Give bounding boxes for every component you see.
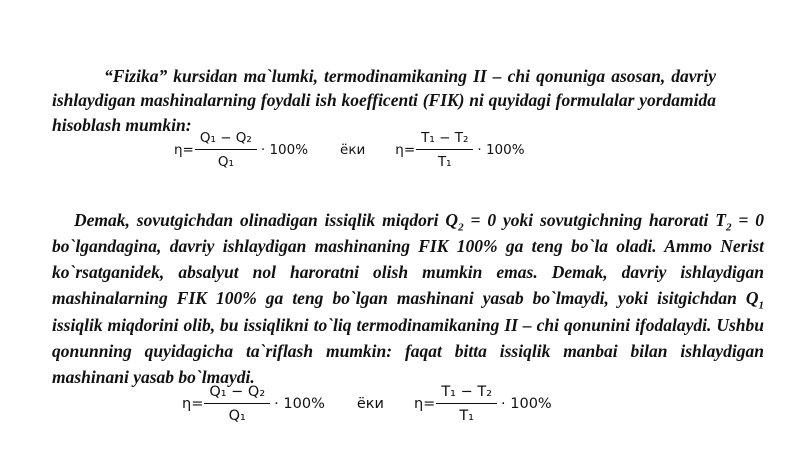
efficiency-formula-heat bbox=[182, 384, 325, 424]
fraction-numerator: Q₁ − Q₂ bbox=[195, 130, 257, 150]
intro-paragraph: “Fizika” kursidan ma`lumki, termodinamikaning II – chi qonuniga asosan, davriy ishlaydigan mashinalarning foydali ish koefficenti (FIK) ni quyidagi formulalar yordamida hisoblash mumkin: bbox=[52, 65, 716, 135]
paragraph-text: issiqlik miqdorini olib, bu issiqlikni to`liq termodinamikaning II – chi qonunini ifodalaydi. Ushbu qonunning quyidagicha ta`riflash mumkin: faqat bitta issiqlik manbai bilan ishlaydigan mashinani yasab bo`lmaydi. bbox=[52, 314, 764, 388]
fraction-denominator: T₁ bbox=[437, 154, 452, 170]
efficiency-formula-temperature bbox=[414, 384, 552, 424]
subscript: 1 bbox=[758, 299, 764, 312]
fraction-denominator: T₁ bbox=[459, 408, 474, 424]
eta-symbol: η= bbox=[395, 142, 416, 158]
eta-symbol: η= bbox=[174, 142, 194, 158]
fraction-numerator: T₁ − T₂ bbox=[436, 384, 497, 404]
formula-separator: ёки bbox=[356, 396, 384, 412]
paragraph-text: = 0 bo`lgandagina, davriy ishlaydigan mashinaning FIK 100% ga teng bo`la oladi. Ammo Nerist ko`rsatganidek, absalyut nol haroratni olish mumkin emas. Demak, davriy ishlaydigan mashinalarning FIK 100% ga teng bo`lgan mashinani yasab bo`lmaydi, yoki isitgichdan Q bbox=[52, 209, 764, 309]
fraction-numerator: Q₁ − Q₂ bbox=[204, 384, 270, 404]
temperature-fraction bbox=[416, 130, 473, 170]
paragraph-text: Demak, sovutgichdan olinadigan issiqlik miqdori Q bbox=[74, 209, 459, 230]
percent-multiplier: · 100% bbox=[501, 396, 552, 412]
eta-symbol: η= bbox=[182, 396, 204, 412]
percent-multiplier: · 100% bbox=[260, 142, 309, 158]
efficiency-formula-temperature bbox=[395, 130, 524, 170]
formula-separator: ёки bbox=[340, 142, 366, 158]
subscript: 2 bbox=[458, 221, 464, 233]
percent-multiplier: · 100% bbox=[274, 396, 325, 412]
heat-fraction bbox=[204, 384, 270, 424]
fraction-denominator: Q₁ bbox=[228, 408, 246, 424]
percent-multiplier: · 100% bbox=[477, 142, 525, 158]
formula-row-bottom bbox=[182, 384, 552, 424]
heat-fraction bbox=[195, 130, 257, 170]
subscript: 2 bbox=[725, 221, 732, 233]
formula-row-top bbox=[174, 130, 525, 170]
main-paragraph bbox=[52, 207, 764, 391]
temperature-fraction bbox=[436, 384, 497, 424]
eta-symbol: η= bbox=[413, 396, 436, 412]
paragraph-text: = 0 yoki sovutgichning harorati T bbox=[463, 209, 726, 230]
fraction-numerator: T₁ − T₂ bbox=[416, 130, 473, 150]
fraction-denominator: Q₁ bbox=[217, 154, 234, 170]
efficiency-formula-heat bbox=[174, 130, 308, 170]
